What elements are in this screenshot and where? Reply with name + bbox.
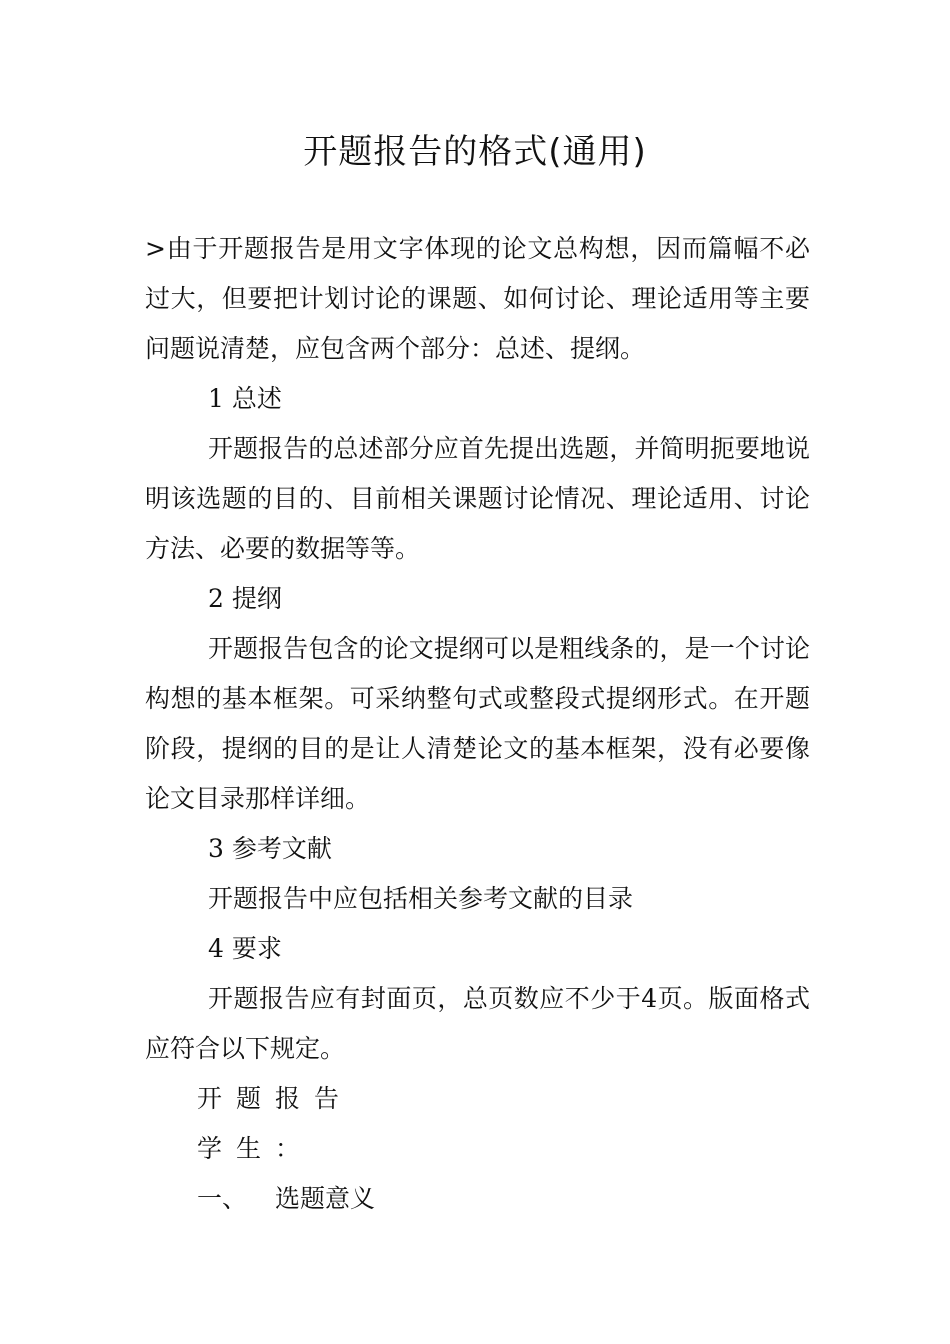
- section-text-overview: 开题报告的总述部分应首先提出选题，并简明扼要地说明该选题的目的、目前相关课题讨论情况、理论适用、讨论方法、必要的数据等等。: [145, 434, 810, 563]
- page-title: 开题报告的格式(通用): [303, 132, 647, 172]
- form-student-label: 学生：: [197, 1134, 315, 1163]
- intro-paragraph: >由于开题报告是用文字体现的论文总构想，因而篇幅不必过大，但要把计划讨论的课题、如何讨论、理论适用等主要问题说清楚，应包含两个部分：总述、提纲。: [145, 234, 810, 363]
- section-heading-outline: 2 提纲: [208, 584, 282, 613]
- section-heading-references: 3 参考文献: [208, 834, 332, 863]
- section-heading-overview: 1 总述: [208, 384, 282, 413]
- document-body: [145, 224, 810, 1224]
- section-text-outline: 开题报告包含的论文提纲可以是粗线条的，是一个讨论构想的基本框架。可采纳整句式或整段式提纲形式。在开题阶段，提纲的目的是让人清楚论文的基本框架，没有必要像论文目录那样详细。: [145, 634, 810, 813]
- form-item-number: 一、: [197, 1184, 248, 1213]
- form-heading: 开题报告: [197, 1084, 354, 1113]
- section-heading-requirements: 4 要求: [208, 934, 282, 963]
- section-text-references: 开题报告中应包括相关参考文献的目录: [208, 884, 634, 913]
- form-item-label: 选题意义: [275, 1184, 376, 1213]
- section-text-requirements: 开题报告应有封面页，总页数应不少于4页。版面格式应符合以下规定。: [145, 984, 810, 1063]
- form-item: [145, 1174, 810, 1224]
